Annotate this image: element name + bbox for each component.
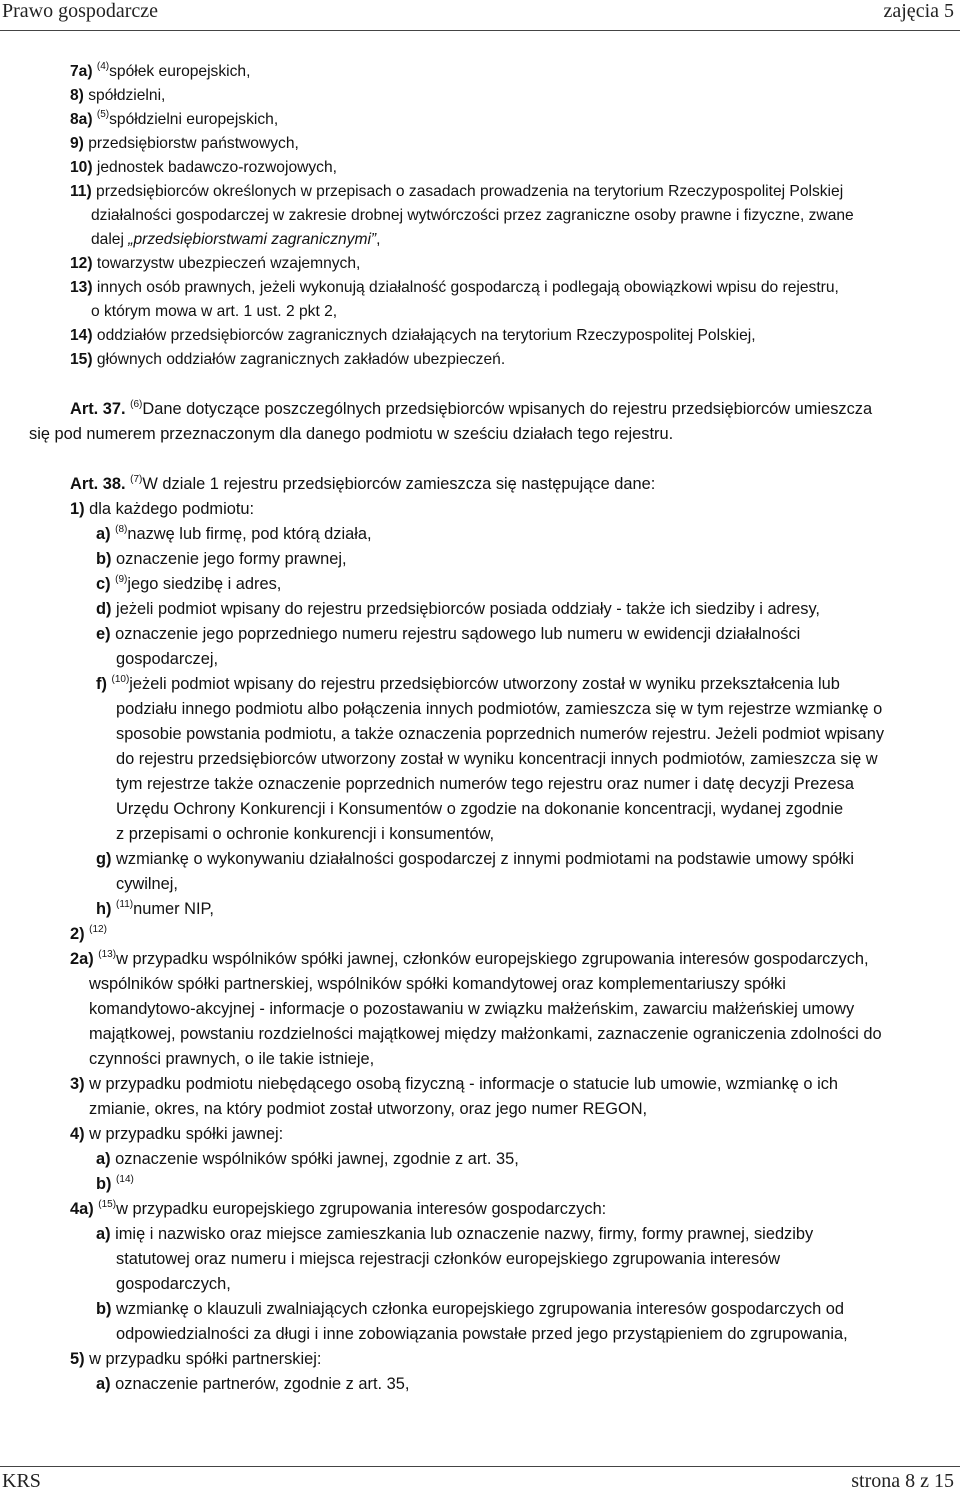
footnote-ref: (12) bbox=[89, 924, 107, 935]
item-text: wzmiankę o wykonywaniu działalności gospodarczej z innymi podmiotami na podstawie umowy spółki bbox=[116, 850, 854, 868]
text-line bbox=[89, 1025, 882, 1043]
item-text: odpowiedzialności za długi i inne zobowiązania powstałe przed jego przystąpieniem do zgrupowania, bbox=[116, 1325, 848, 1343]
text-line bbox=[116, 775, 854, 793]
text-line bbox=[91, 207, 854, 225]
text-line bbox=[91, 303, 337, 321]
footnote-ref: (15) bbox=[98, 1199, 117, 1210]
footnote-ref: (4) bbox=[96, 61, 110, 72]
item-text: przedsiębiorstw państwowych, bbox=[88, 135, 299, 152]
item-marker: a) bbox=[96, 1225, 111, 1243]
item-text: majątkowej, powstaniu rozdzielności majątkowej między małżonkami, zaznaczenie ograniczenia zdolności do bbox=[89, 1025, 882, 1043]
list-item bbox=[96, 600, 820, 618]
footnote-ref: (8) bbox=[115, 524, 128, 535]
list-item bbox=[70, 400, 872, 418]
item-marker: 14) bbox=[70, 327, 93, 344]
item-marker: 2a) bbox=[70, 950, 94, 968]
text-line bbox=[116, 1275, 231, 1293]
item-text: głównych oddziałów zagranicznych zakładów ubezpieczeń. bbox=[96, 351, 506, 368]
item-text: cywilnej, bbox=[116, 875, 178, 893]
defined-term: „przedsiębiorstwami zagranicznymi” bbox=[128, 231, 377, 248]
item-text: spółdzielni, bbox=[88, 87, 166, 104]
item-text: oddziałów przedsiębiorców zagranicznych działających na terytorium Rzeczypospolitej Polskiej, bbox=[96, 327, 756, 344]
item-marker: a) bbox=[96, 525, 111, 543]
item-text: do rejestru przedsiębiorców utworzony został w wyniku koncentracji innych podmiotów, zamieszcza się w bbox=[116, 750, 878, 768]
item-marker: 8a) bbox=[70, 111, 93, 128]
item-text: w przypadku podmiotu niebędącego osobą fizyczną - informacje o statucie lub umowie, wzmiankę o ich bbox=[89, 1075, 839, 1093]
text-line bbox=[89, 1050, 374, 1068]
item-text: imię i nazwisko oraz miejsce zamieszkania lub oznaczenie nazwy, firmy, formy prawnej, siedziby bbox=[115, 1225, 814, 1243]
item-marker: e) bbox=[96, 625, 111, 643]
item-text: dalej bbox=[91, 231, 129, 248]
text-line bbox=[91, 231, 380, 249]
item-text: gospodarczej, bbox=[116, 650, 219, 668]
item-text: wzmiankę o klauzuli zwalniających członka europejskiego zgrupowania interesów gospodarczych od bbox=[116, 1300, 844, 1318]
list-item bbox=[70, 63, 250, 81]
item-text: jego siedzibę i adres, bbox=[127, 575, 282, 593]
footnote-ref: (7) bbox=[130, 474, 143, 485]
text-line bbox=[89, 1100, 647, 1118]
list-item bbox=[70, 279, 839, 297]
page-footer bbox=[0, 1466, 960, 1494]
list-item bbox=[70, 111, 278, 129]
item-marker: h) bbox=[96, 900, 112, 918]
footnote-ref: (9) bbox=[115, 574, 128, 585]
item-marker: Art. 37. bbox=[70, 400, 126, 418]
item-marker: 2) bbox=[70, 925, 85, 943]
item-text: oznaczenie wspólników spółki jawnej, zgodnie z art. 35, bbox=[115, 1150, 519, 1168]
footer-section-label: KRS bbox=[2, 1470, 41, 1492]
item-marker: 7a) bbox=[70, 63, 93, 80]
item-text: gospodarczych, bbox=[116, 1275, 231, 1293]
item-text: Urzędu Ochrony Konkurencji i Konsumentów o zgodzie na dokonanie koncentracji, wydanej zgodnie bbox=[116, 800, 844, 818]
list-item bbox=[96, 1300, 844, 1318]
item-text: jeżeli podmiot wpisany do rejestru przedsiębiorców posiada oddziały - także ich siedziby i adresy, bbox=[116, 600, 820, 618]
item-text: w przypadku spółki jawnej: bbox=[89, 1125, 284, 1143]
list-item bbox=[70, 87, 165, 105]
item-marker: g) bbox=[96, 850, 112, 868]
footnote-ref: (5) bbox=[96, 109, 110, 120]
item-text: jeżeli podmiot wpisany do rejestru przedsiębiorców utworzony został w wyniku przekształcenia lub bbox=[129, 675, 840, 693]
text-line bbox=[116, 750, 878, 768]
item-marker: b) bbox=[96, 1300, 112, 1318]
list-item bbox=[70, 183, 843, 201]
item-marker: 15) bbox=[70, 351, 93, 368]
list-item bbox=[96, 850, 854, 868]
item-marker: d) bbox=[96, 600, 112, 618]
item-text: oznaczenie jego formy prawnej, bbox=[116, 550, 347, 568]
item-text: innych osób prawnych, jeżeli wykonują działalność gospodarczą i podlegają obowiązkowi wpisu do rejestru, bbox=[96, 279, 839, 296]
item-text: komandytowo-akcyjnej - informacje o pozostawaniu w związku małżeńskim, zawarciu małżeńskiej umowy bbox=[89, 1000, 855, 1018]
list-item bbox=[96, 525, 372, 543]
list-item bbox=[96, 1375, 409, 1393]
item-text: Dane dotyczące poszczególnych przedsiębiorców wpisanych do rejestru przedsiębiorców umieszcza bbox=[142, 400, 873, 418]
item-text: o którym mowa w art. 1 ust. 2 pkt 2, bbox=[91, 303, 338, 320]
list-item bbox=[70, 255, 360, 273]
item-text: się pod numerem przeznaczonym dla danego podmiotu w sześciu działach tego rejestru. bbox=[29, 425, 674, 443]
item-marker: 4a) bbox=[70, 1200, 94, 1218]
item-text: tym rejestrze także oznaczenie poprzednich numerów tego rejestru oraz numer i datę decyzji Prezesa bbox=[116, 775, 854, 793]
text-line bbox=[89, 975, 786, 993]
item-text-tail: , bbox=[376, 231, 381, 248]
item-text: spółdzielni europejskich, bbox=[109, 111, 279, 128]
item-marker: 5) bbox=[70, 1350, 85, 1368]
footnote-ref: (11) bbox=[116, 899, 134, 910]
item-marker: f) bbox=[96, 675, 107, 693]
item-marker: c) bbox=[96, 575, 111, 593]
list-item bbox=[96, 550, 347, 568]
footnote-ref: (13) bbox=[98, 949, 117, 960]
list-item bbox=[96, 1225, 813, 1243]
item-text: przedsiębiorców określonych w przepisach o zasadach prowadzenia na terytorium Rzeczypospolitej Polskiej bbox=[96, 183, 844, 200]
list-item bbox=[70, 1200, 606, 1218]
item-text: dla każdego podmiotu: bbox=[89, 500, 255, 518]
footer-page-number: strona 8 z 15 bbox=[851, 1470, 954, 1492]
item-marker: 10) bbox=[70, 159, 93, 176]
header-session-label: zajęcia 5 bbox=[883, 0, 954, 22]
list-item bbox=[70, 135, 299, 153]
footnote-ref: (10) bbox=[111, 674, 130, 685]
item-text: zmianie, okres, na który podmiot został utworzony, oraz jego numer REGON, bbox=[89, 1100, 648, 1118]
text-line bbox=[116, 1250, 780, 1268]
item-text: w przypadku wspólników spółki jawnej, członków europejskiego zgrupowania interesów gospodarczych, bbox=[116, 950, 869, 968]
item-text: w przypadku spółki partnerskiej: bbox=[89, 1350, 322, 1368]
text-line bbox=[116, 1325, 848, 1343]
list-item bbox=[96, 900, 214, 918]
list-item bbox=[96, 1175, 134, 1193]
list-item bbox=[70, 1350, 321, 1368]
text-line bbox=[89, 1000, 854, 1018]
item-marker: a) bbox=[96, 1375, 111, 1393]
text-line bbox=[29, 425, 673, 443]
item-marker: b) bbox=[96, 1175, 112, 1193]
text-line bbox=[116, 800, 843, 818]
item-marker: 11) bbox=[70, 183, 92, 200]
item-marker: a) bbox=[96, 1150, 111, 1168]
item-text: podziału innego podmiotu albo połączenia innych podmiotów, zamieszcza się w tym rejestrze wzmiankę o bbox=[116, 700, 883, 718]
item-text: numer NIP, bbox=[133, 900, 214, 918]
list-item bbox=[70, 327, 756, 345]
item-text: towarzystw ubezpieczeń wzajemnych, bbox=[96, 255, 361, 272]
list-item bbox=[70, 475, 655, 493]
text-line bbox=[116, 725, 884, 743]
item-text: czynności prawnych, o ile takie istnieje, bbox=[89, 1050, 375, 1068]
list-item bbox=[70, 159, 337, 177]
item-text: działalności gospodarczej w zakresie drobnej wytwórczości przez zagraniczne osoby prawne i fizyczne, zwane bbox=[91, 207, 854, 224]
item-marker: 4) bbox=[70, 1125, 85, 1143]
list-item bbox=[70, 1125, 283, 1143]
item-marker: 9) bbox=[70, 135, 84, 152]
list-item bbox=[96, 575, 281, 593]
list-item bbox=[96, 675, 840, 693]
item-marker: 1) bbox=[70, 500, 85, 518]
item-marker: 13) bbox=[70, 279, 93, 296]
item-marker: Art. 38. bbox=[70, 475, 126, 493]
item-text: wspólników spółki partnerskiej, wspólników spółki komandytowej oraz komplementariuszy spółki bbox=[89, 975, 786, 993]
item-marker: 3) bbox=[70, 1075, 85, 1093]
text-line bbox=[116, 650, 218, 668]
item-text: sposobie powstania podmiotu, a także oznaczenia poprzednich numerów rejestru. Jeżeli podmiot wpisany bbox=[116, 725, 885, 743]
item-text: W dziale 1 rejestru przedsiębiorców zamieszcza się następujące dane: bbox=[142, 475, 656, 493]
item-text: spółek europejskich, bbox=[109, 63, 251, 80]
item-text: oznaczenie jego poprzedniego numeru rejestru sądowego lub numeru w ewidencji działalności bbox=[115, 625, 801, 643]
list-item bbox=[96, 625, 800, 643]
list-item bbox=[70, 351, 505, 369]
footnote-ref: (6) bbox=[130, 399, 143, 410]
list-item bbox=[70, 950, 869, 968]
text-line bbox=[116, 875, 178, 893]
list-item bbox=[70, 925, 107, 943]
item-text: z przepisami o ochronie konkurencji i konsumentów, bbox=[116, 825, 495, 843]
footnote-ref: (14) bbox=[116, 1174, 134, 1185]
header-course-title: Prawo gospodarcze bbox=[2, 0, 159, 22]
item-text: oznaczenie partnerów, zgodnie z art. 35, bbox=[115, 1375, 410, 1393]
list-item bbox=[70, 1075, 838, 1093]
item-marker: b) bbox=[96, 550, 112, 568]
item-marker: 8) bbox=[70, 87, 84, 104]
item-text: nazwę lub firmę, pod którą działa, bbox=[127, 525, 372, 543]
list-item bbox=[70, 500, 254, 518]
item-text: w przypadku europejskiego zgrupowania interesów gospodarczych: bbox=[116, 1200, 607, 1218]
list-item bbox=[96, 1150, 519, 1168]
item-text: jednostek badawczo-rozwojowych, bbox=[96, 159, 337, 176]
page-header bbox=[0, 0, 960, 31]
text-line bbox=[116, 825, 494, 843]
item-text: statutowej oraz numeru i miejsca rejestracji członków europejskiego zgrupowania interesów bbox=[116, 1250, 781, 1268]
item-marker: 12) bbox=[70, 255, 93, 272]
text-line bbox=[116, 700, 882, 718]
